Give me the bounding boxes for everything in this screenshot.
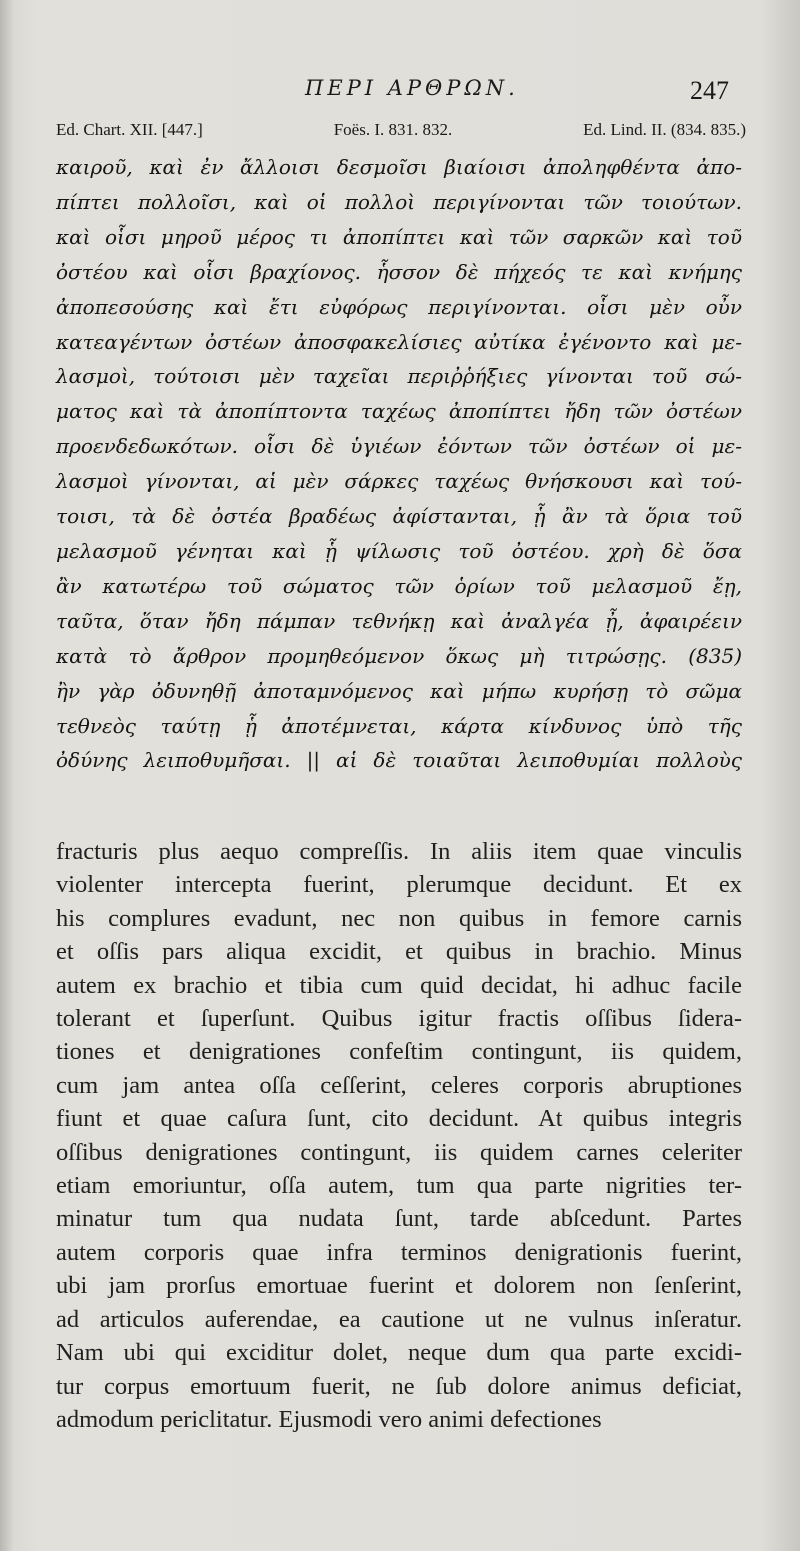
- greek-text-line: προενδεδωκότων. οἷσι δὲ ὑγιέων ἐόντων τῶν ὀστέων οἱ με-: [56, 434, 742, 459]
- greek-text-line: πίπτει πολλοῖσι, καὶ οἱ πολλοὶ περιγίνονται τῶν τοιούτων.: [56, 189, 742, 214]
- edition-foes-ref: Foës. I. 831. 832.: [333, 120, 453, 139]
- greek-text-line: κατὰ τὸ ἄρθρον προμηθεόμενον ὅκως μὴ τιτρώσῃς. (835): [56, 643, 742, 668]
- latin-text-line: violenter intercepta fuerint, plerumque decidunt. Et ex: [56, 871, 742, 899]
- greek-text-line: καιροῦ, καὶ ἐν ἄλλοισι δεσμοῖσι βιαίοισι ἀποληφθέντα ἀπο-: [56, 155, 742, 179]
- running-title: ΠΕΡΙ ΑΡΘΡΩΝ.: [305, 76, 519, 100]
- page-header: [0, 70, 800, 110]
- latin-text-line: fiunt et quae caſura ſunt, cito decidunt. At quibus integris: [56, 1105, 742, 1133]
- latin-text-line: ad articulos auferendae, ea cautione ut ne vulnus inſeratur.: [56, 1305, 742, 1333]
- edition-lind-ref: Ed. Lind. II. (834. 835.): [583, 120, 746, 139]
- latin-text-line: tur corpus emortuum fuerit, ne ſub dolore animus deficiat,: [56, 1372, 742, 1400]
- greek-text-line: ἂν κατωτέρω τοῦ σώματος τῶν ὁρίων τοῦ μελασμοῦ ἔῃ,: [56, 573, 742, 598]
- latin-text-line: et oſſis pars aliqua excidit, et quibus in brachio. Minus: [56, 938, 742, 966]
- edition-chartier-ref: Ed. Chart. XII. [447.]: [56, 120, 203, 139]
- greek-text-block: [56, 150, 742, 778]
- latin-text-line: Nam ubi qui exciditur dolet, neque dum qua parte excidi-: [56, 1339, 742, 1367]
- greek-text-line: ὀδύνης λειποθυμῆσαι. || αἱ δὲ τοιαῦται λειποθυμίαι πολλοὺς: [56, 748, 742, 773]
- page-number: 247: [690, 76, 729, 105]
- latin-text-line: autem ex brachio et tibia cum quid decidat, hi adhuc facile: [56, 971, 742, 999]
- greek-text-line: ματος καὶ τὰ ἀποπίπτοντα ταχέως ἀποπίπτει ἤδη τῶν ὀστέων: [56, 399, 742, 424]
- greek-text-line: λασμοὶ, τούτοισι μὲν ταχεῖαι περιῤῥήξιες γίνονται τοῦ σώ-: [56, 364, 742, 389]
- latin-text-line: etiam emoriuntur, oſſa autem, tum qua parte nigrities ter-: [56, 1172, 742, 1200]
- latin-text-line: minatur tum qua nudata ſunt, tarde abſcedunt. Partes: [56, 1205, 742, 1233]
- latin-text-line: admodum periclitatur. Ejusmodi vero animi defectiones: [56, 1405, 602, 1433]
- greek-text-line: ἢν γὰρ ὀδυνηθῇ ἀποταμνόμενος καὶ μήπω κυρήσῃ τὸ σῶμα: [56, 678, 742, 703]
- greek-text-line: τοισι, τὰ δὲ ὀστέα βραδέως ἀφίστανται, ᾗ ἂν τὰ ὅρια τοῦ: [56, 504, 742, 529]
- greek-text-line: ὀστέου καὶ οἷσι βραχίονος. ἧσσον δὲ πήχεός τε καὶ κνήμης: [56, 259, 742, 284]
- latin-translation-block: [56, 835, 742, 1436]
- greek-text-line: λασμοὶ γίνονται, αἱ μὲν σάρκες ταχέως θνήσκουσι καὶ τού-: [56, 469, 742, 494]
- latin-text-line: oſſibus denigrationes contingunt, iis quidem carnes celeriter: [56, 1138, 742, 1166]
- greek-text-line: μελασμοῦ γένηται καὶ ᾗ ψίλωσις τοῦ ὀστέου. χρὴ δὲ ὅσα: [56, 538, 742, 563]
- edition-reference-line: [56, 120, 746, 140]
- greek-text-line: ἀποπεσούσης καὶ ἔτι εὐφόρως περιγίνονται. οἷσι μὲν οὖν: [56, 294, 742, 319]
- latin-text-line: autem corporis quae infra terminos denigrationis fuerint,: [56, 1238, 742, 1266]
- latin-text-line: his complures evadunt, nec non quibus in femore carnis: [56, 904, 742, 932]
- greek-text-line: καὶ οἷσι μηροῦ μέρος τι ἀποπίπτει καὶ τῶν σαρκῶν καὶ τοῦ: [56, 224, 742, 249]
- latin-text-line: ubi jam prorſus emortuae fuerint et dolorem non ſenſerint,: [56, 1272, 742, 1300]
- latin-text-line: tolerant et ſuperſunt. Quibus igitur fractis oſſibus ſidera-: [56, 1005, 742, 1033]
- latin-text-line: tiones et denigrationes confeſtim contingunt, iis quidem,: [56, 1038, 742, 1066]
- greek-text-line: κατεαγέντων ὀστέων ἀποσφακελίσιες αὐτίκα ἐγένοντο καὶ με-: [56, 329, 742, 354]
- greek-text-line: τεθνεὸς ταύτῃ ᾗ ἀποτέμνεται, κάρτα κίνδυνος ὑπὸ τῆς: [56, 713, 742, 738]
- latin-text-line: fracturis plus aequo compreſſis. In aliis item quae vinculis: [56, 838, 742, 865]
- latin-text-line: cum jam antea oſſa ceſſerint, celeres corporis abruptiones: [56, 1071, 742, 1099]
- greek-text-line: ταῦτα, ὅταν ἤδη πάμπαν τεθνήκῃ καὶ ἀναλγέα ᾖ, ἀφαιρέειν: [56, 608, 742, 633]
